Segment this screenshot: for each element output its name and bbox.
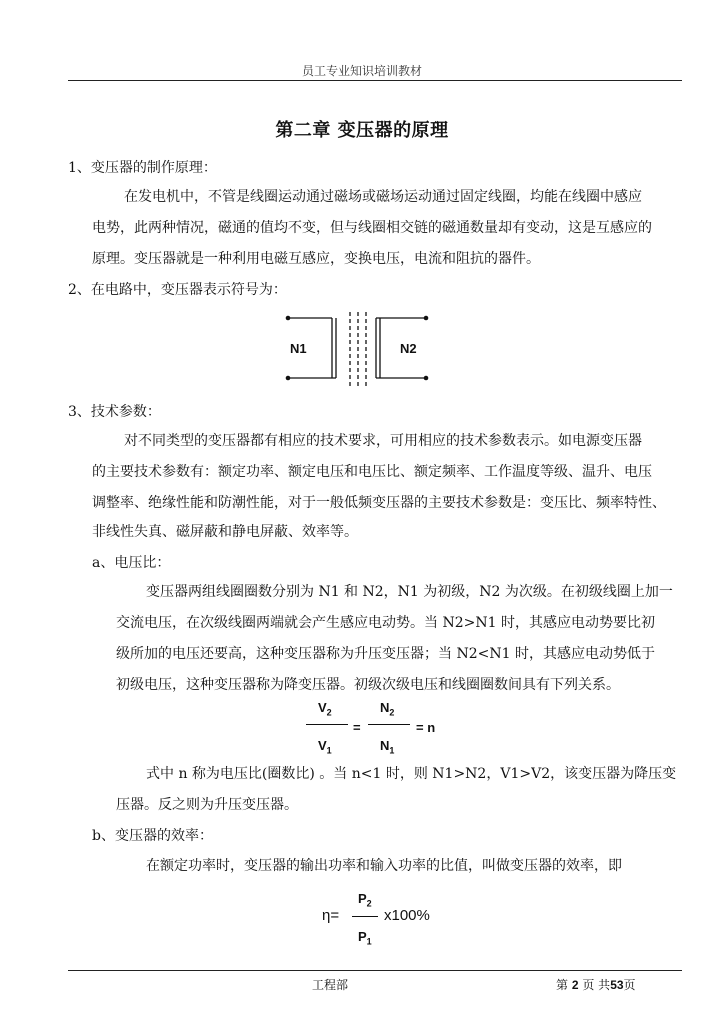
subsection-a-heading: a、电压比： (92, 555, 171, 571)
formula-eta: η= (322, 907, 340, 924)
section-3-line-2: 的主要技术参数有：额定功率、额定电压和电压比、额定频率、工作温度等级、温升、电压 (92, 464, 652, 480)
subsection-a-line-2: 交流电压，在次级线圈两端就会产生感应电动势。当 N2>N1 时，其感应电动势要比初 (116, 615, 655, 631)
subsection-a-line-4: 初级电压，这种变压器称为降变压器。初级次级电压和线圈圈数间具有下列关系。 (116, 677, 620, 693)
fraction-bar-p (352, 916, 378, 917)
fraction-bar-v (306, 724, 348, 725)
terminal-dot (286, 376, 291, 381)
footer-page-info: 第 2 页 共53页 (556, 978, 636, 992)
subsection-a-after-line-1: 式中 n 称为电压比(圈数比) 。当 n<1 时，则 N1>N2，V1>V2，该变压器为降压变 (146, 766, 677, 782)
formula-n2: $N_2$ (380, 700, 395, 718)
section-3-line-3: 调整率、绝缘性能和防潮性能，对于一般低频变压器的主要技术参数是：变压比、频率特性、 (92, 495, 666, 511)
section-1-line-2: 电势，此两种情况，磁通的值均不变，但与线圈相交链的磁通数量却有变动，这是互感应的 (92, 220, 652, 236)
formula-percent: x100% (384, 907, 430, 924)
footer-rule (68, 970, 682, 971)
footer-page-number: 2 (571, 978, 579, 992)
subsection-a-line-3: 级所加的电压还要高，这种变压器称为升压变压器；当 N2<N1 时，其感应电动势低于 (116, 646, 655, 662)
formula-v2: $V_2$ (318, 700, 332, 718)
terminal-dot (424, 316, 429, 321)
section-3-line-4: 非线性失真、磁屏蔽和静电屏蔽、效率等。 (92, 524, 358, 540)
footer-department: 工程部 (312, 978, 349, 992)
subsection-b-heading: b、变压器的效率： (92, 828, 213, 844)
section-1-line-1: 在发电机中，不管是线圈运动通过磁场或磁场运动通过固定线圈，均能在线圈中感应 (124, 189, 642, 205)
header-rule (68, 80, 682, 81)
section-2-heading: 2、在电路中，变压器表示符号为： (68, 282, 287, 298)
subsection-a-line-1: 变压器两组线圈圈数分别为 N1 和 N2，N1 为初级，N2 为次级。在初级线圈上加一 (146, 584, 673, 600)
section-1-line-3: 原理。变压器就是一种利用电磁互感应，变换电压，电流和阻抗的器件。 (92, 251, 540, 267)
secondary-winding-label: N2 (400, 341, 417, 356)
transformer-symbol (278, 308, 438, 394)
formula-equals-n: = n (416, 720, 436, 735)
footer-page-total: 53 (610, 978, 624, 992)
terminal-dot (424, 376, 429, 381)
section-1-heading: 1、变压器的制作原理： (68, 160, 217, 176)
fraction-bar-n (368, 724, 410, 725)
formula-p2: $P_2$ (358, 891, 372, 909)
running-header: 员工专业知识培训教材 (301, 64, 422, 78)
section-3-line-1: 对不同类型的变压器都有相应的技术要求，可用相应的技术参数表示。如电源变压器 (124, 433, 642, 449)
formula-equals-1: = (353, 720, 361, 735)
formula-n1: $N_1$ (380, 738, 395, 756)
formula-p1: $P_1$ (358, 929, 372, 947)
primary-winding-label: N1 (290, 341, 307, 356)
subsection-a-after-line-2: 压器。反之则为升压变压器。 (116, 797, 298, 813)
formula-v1: $V_1$ (318, 738, 332, 756)
terminal-dot (286, 316, 291, 321)
chapter-title: 第二章 变压器的原理 (275, 120, 449, 141)
section-3-heading: 3、技术参数： (68, 404, 161, 420)
subsection-b-line: 在额定功率时，变压器的输出功率和输入功率的比值，叫做变压器的效率，即 (146, 858, 622, 874)
